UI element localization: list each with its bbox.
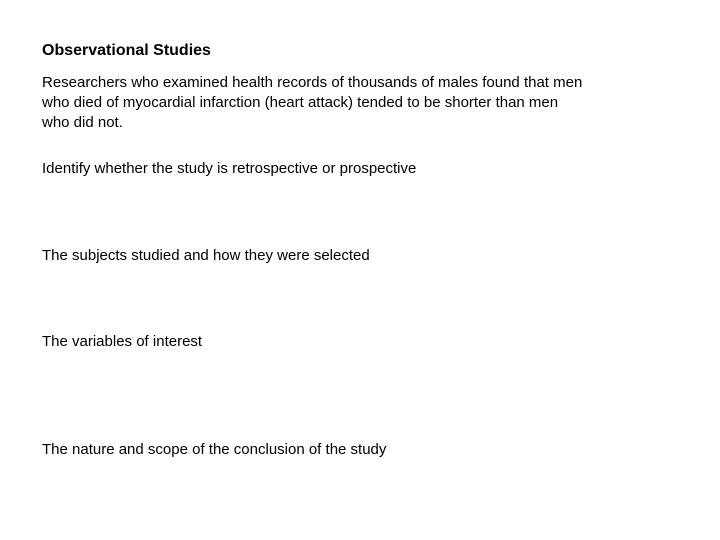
prompt-conclusion: The nature and scope of the conclusion of the study xyxy=(42,441,387,458)
prompt-study-type: Identify whether the study is retrospective or prospective xyxy=(42,160,417,177)
slide-title: Observational Studies xyxy=(42,42,211,59)
study-description xyxy=(42,73,652,133)
description-line: Researchers who examined health records of thousands of males found that men xyxy=(42,74,583,91)
description-line: who did not. xyxy=(42,114,123,131)
description-line: who died of myocardial infarction (heart attack) tended to be shorter than men xyxy=(42,94,559,111)
prompt-variables: The variables of interest xyxy=(42,333,203,350)
prompt-subjects: The subjects studied and how they were selected xyxy=(42,247,370,264)
